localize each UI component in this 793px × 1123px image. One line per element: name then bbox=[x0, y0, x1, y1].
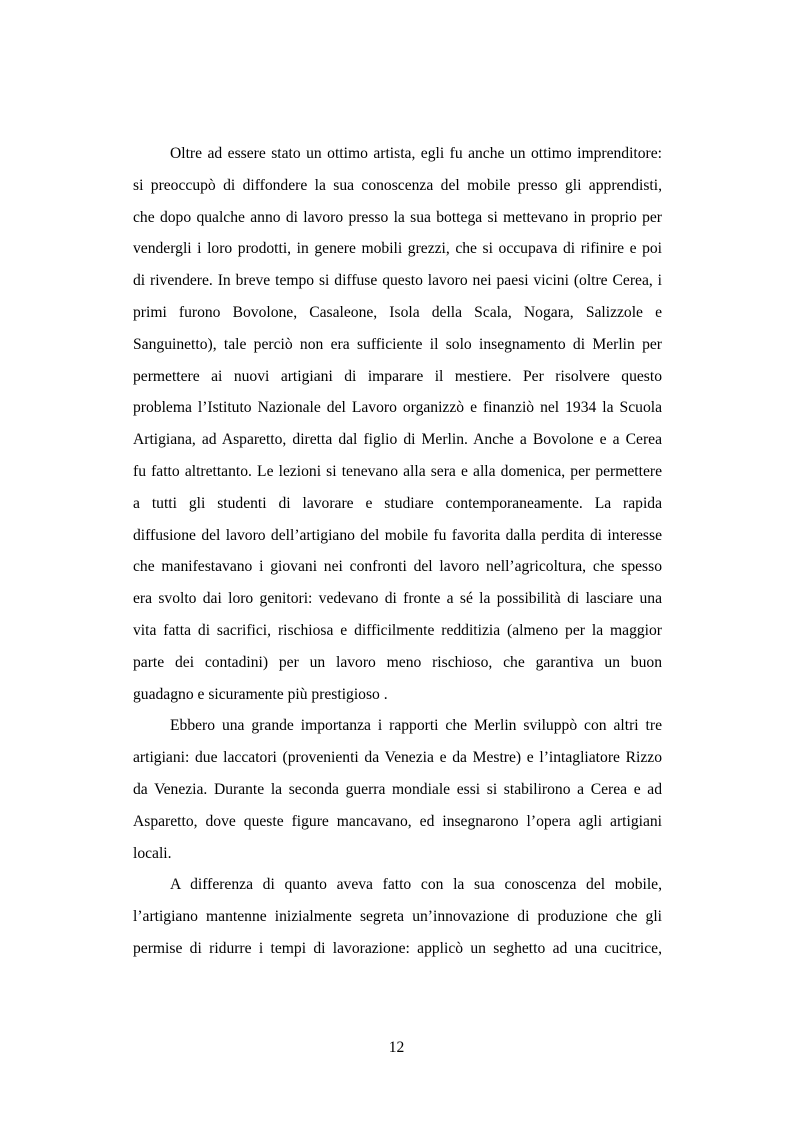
text-line: Sanguinetto), tale perciò non era sufficiente il solo insegnamento di Merlin per bbox=[133, 335, 662, 353]
text-line: di rivendere. In breve tempo si diffuse questo lavoro nei paesi vicini (oltre Cerea, i bbox=[133, 272, 662, 290]
text-line: vendergli i loro prodotti, in genere mobili grezzi, che si occupava di rifinire e poi bbox=[133, 240, 662, 258]
text-line: era svolto dai loro genitori: vedevano di fronte a sé la possibilità di lasciare una bbox=[133, 590, 662, 608]
text-line: permettere ai nuovi artigiani di imparare il mestiere. Per risolvere questo bbox=[133, 367, 662, 385]
text-line: diffusione del lavoro dell’artigiano del mobile fu favorita dalla perdita di interesse bbox=[133, 526, 662, 544]
text-line: problema l’Istituto Nazionale del Lavoro organizzò e finanziò nel 1934 la Scuola bbox=[133, 399, 662, 417]
text-line: a tutti gli studenti di lavorare e studiare contemporaneamente. La rapida bbox=[133, 494, 662, 512]
text-line: Asparetto, dove queste figure mancavano, ed insegnarono l’opera agli artigiani bbox=[133, 812, 662, 830]
text-line: primi furono Bovolone, Casaleone, Isola della Scala, Nogara, Salizzole e bbox=[133, 303, 662, 321]
paragraph-1 bbox=[133, 143, 662, 715]
text-line: vita fatta di sacrifici, rischiosa e difficilmente redditizia (almeno per la maggior bbox=[133, 621, 662, 639]
paragraph-2 bbox=[133, 715, 662, 874]
paragraph-3 bbox=[133, 874, 662, 969]
text-line: Oltre ad essere stato un ottimo artista, egli fu anche un ottimo imprenditore: bbox=[170, 145, 662, 162]
page-number: 12 bbox=[388, 1039, 405, 1056]
text-line: fu fatto altrettanto. Le lezioni si tenevano alla sera e alla domenica, per permettere bbox=[133, 462, 662, 480]
text-line: Artigiana, ad Asparetto, diretta dal figlio di Merlin. Anche a Bovolone e a Cerea bbox=[133, 431, 662, 449]
text-line: guadagno e sicuramente più prestigioso . bbox=[133, 685, 388, 703]
text-line: che dopo qualche anno di lavoro presso la sua bottega si mettevano in proprio per bbox=[133, 208, 662, 226]
text-line: parte dei contadini) per un lavoro meno rischioso, che garantiva un buon bbox=[133, 653, 662, 671]
text-line: locali. bbox=[133, 844, 172, 862]
text-line: A differenza di quanto aveva fatto con la sua conoscenza del mobile, bbox=[170, 876, 662, 894]
text-line: Ebbero una grande importanza i rapporti che Merlin sviluppò con altri tre bbox=[170, 717, 662, 735]
text-line: da Venezia. Durante la seconda guerra mondiale essi si stabilirono a Cerea e ad bbox=[133, 780, 662, 798]
text-line: artigiani: due laccatori (provenienti da Venezia e da Mestre) e l’intagliatore Rizzo bbox=[133, 749, 662, 767]
text-line: che manifestavano i giovani nei confronti del lavoro nell’agricoltura, che spesso bbox=[133, 558, 662, 576]
text-line: l’artigiano mantenne inizialmente segreta un’innovazione di produzione che gli bbox=[133, 908, 662, 926]
body-text bbox=[133, 143, 662, 970]
text-line: permise di ridurre i tempi di lavorazione: applicò un seghetto ad una cucitrice, bbox=[133, 939, 662, 957]
text-line: si preoccupò di diffondere la sua conoscenza del mobile presso gli apprendisti, bbox=[133, 176, 662, 194]
